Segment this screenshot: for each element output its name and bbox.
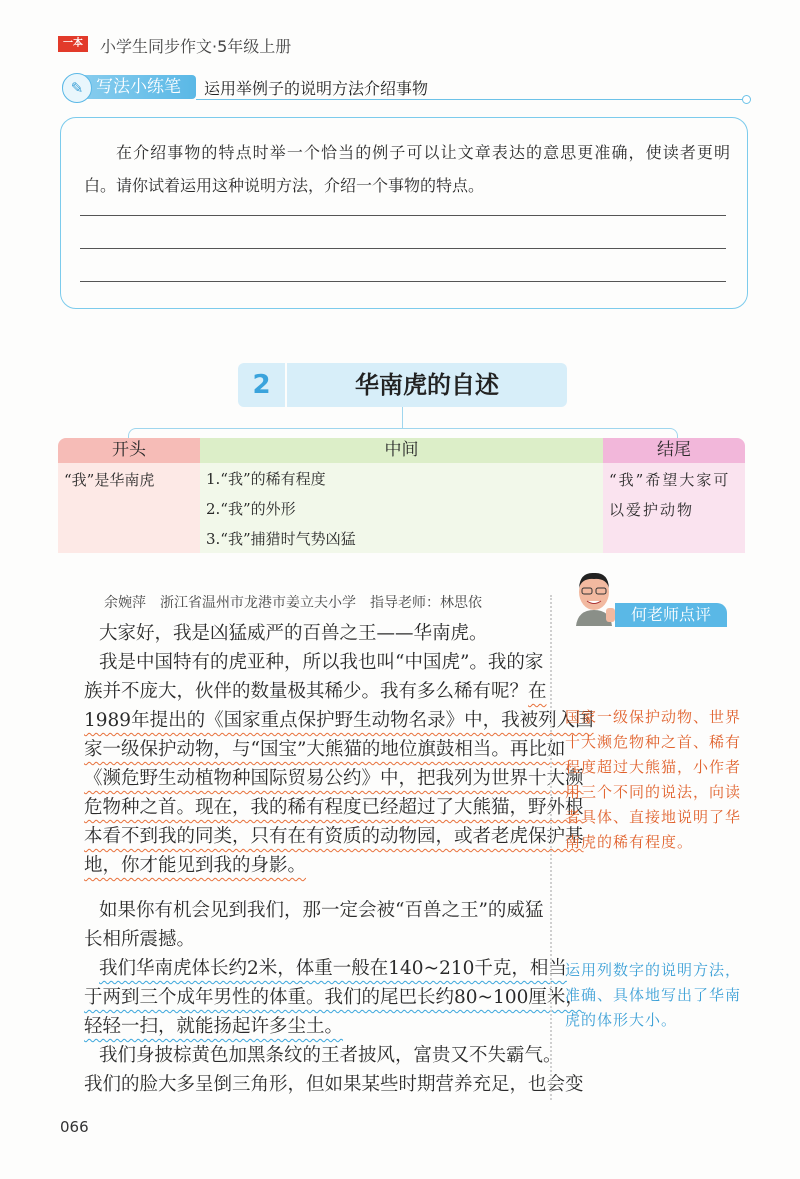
practice-subtitle: 运用举例子的说明方法介绍事物: [204, 79, 429, 98]
underlined-text: 家一级保护动物，与“国宝”大熊猫的地位旗鼓相当。再比如: [84, 739, 566, 760]
essay-text: 我们身披棕黄色加黑条纹的王者披风，富贵又不失霸气。: [99, 1045, 562, 1066]
essay-line: [99, 619, 540, 648]
prompt-line: 在介绍事物的特点时举一个恰当的例子可以让文章表达的意思更准确，使读者更明: [116, 143, 730, 162]
essay-line: [84, 851, 540, 880]
underlined-text: 1989年提出的《国家重点保护野生动物名录》中，我被列入国: [84, 710, 594, 731]
writing-line[interactable]: [80, 281, 726, 282]
teacher-comment-tag: 何老师点评: [615, 603, 727, 627]
writing-line[interactable]: [80, 248, 726, 249]
outline-head-middle: 中间: [200, 438, 603, 463]
underlined-text: 危物种之首。现在，我的稀有程度已经超过了大熊猫，野外根: [84, 797, 584, 818]
essay-number: 2: [238, 363, 285, 407]
essay-text: 我是中国特有的虎亚种，所以我也叫“中国虎”。我的家: [99, 652, 544, 673]
essay-line: [84, 706, 594, 735]
comment-rarity: 国家一级保护动物、世界十大濒危物种之首、稀有程度超过大熊猫，小作者用三个不同的说法，向读者具体、直接地说明了华南虎的稀有程度。: [565, 708, 742, 851]
connector: [402, 407, 403, 429]
essay-line: [84, 1012, 540, 1041]
outline-body-opening: [58, 463, 200, 553]
underlined-text: 本看不到我的同类，只有在有资质的动物园，或者老虎保护基: [84, 826, 584, 847]
outline-body-ending: [603, 463, 745, 553]
essay-text: 族并不庞大，伙伴的数量极其稀少。我有多么稀有呢？: [84, 681, 529, 702]
underlined-text: 地，你才能见到我的身影。: [84, 855, 307, 876]
outline-head-ending: 结尾: [603, 438, 745, 463]
outline-body-middle: [200, 463, 603, 553]
outline-item: 1.“我”的稀有程度: [206, 470, 326, 488]
essay-line: [99, 648, 544, 677]
essay-line: [99, 896, 544, 925]
author-line: 余婉萍 浙江省温州市龙港市姜立夫小学 指导老师：林思依: [104, 595, 482, 611]
underlined-text: 在: [528, 681, 547, 702]
book-title: 小学生同步作文·5年级上册: [100, 37, 292, 56]
outline-item: 2.“我”的外形: [206, 500, 296, 518]
teacher-avatar-icon: [572, 570, 616, 626]
outline-item: 3.“我”捕猎时气势凶猛: [206, 530, 356, 548]
outline-head-opening: 开头: [58, 438, 200, 463]
underlined-text: 轻轻一扫，就能扬起许多尘土。: [84, 1016, 344, 1037]
underlined-text: 我们华南虎体长约2米，体重一般在140~210千克，相当: [99, 958, 567, 979]
essay-line: [84, 735, 566, 764]
essay-text: 大家好，我是凶猛威严的百兽之王——华南虎。: [99, 623, 488, 644]
underlined-text: 于两到三个成年男性的体重。我们的尾巴长约80~100厘米，: [84, 987, 584, 1008]
essay-text: 我们的脸大多呈倒三角形，但如果某些时期营养充足，也会变: [84, 1074, 584, 1095]
column-divider: [550, 595, 552, 1100]
page-number: 066: [60, 1118, 89, 1136]
divider-end-dot: [742, 95, 751, 104]
essay-line: [84, 925, 540, 954]
essay-line: [84, 677, 547, 706]
essay-line: [99, 1041, 562, 1070]
outline-item: “我”是华南虎: [64, 471, 155, 489]
practice-tag: 写法小练笔: [62, 75, 196, 99]
essay-line: [84, 793, 584, 822]
essay-title: 华南虎的自述: [287, 363, 567, 407]
essay-line: [84, 983, 584, 1012]
comment-size: 运用列数字的说明方法，准确、具体地写出了华南虎的体形大小。: [565, 961, 742, 1029]
outline-item: “我”希望大家可以爱护动物: [609, 471, 731, 519]
essay-line: [84, 764, 584, 793]
essay-line: [99, 954, 567, 983]
divider: [196, 99, 744, 100]
pen-icon: ✎: [62, 73, 92, 103]
essay-text: 长相所震撼。: [84, 929, 196, 950]
essay-line: [84, 1070, 584, 1099]
underlined-text: 《濒危野生动植物种国际贸易公约》中，把我列为世界十大濒: [84, 768, 584, 789]
prompt-line: 白。请你试着运用这种说明方法，介绍一个事物的特点。: [84, 176, 485, 195]
writing-line[interactable]: [80, 215, 726, 216]
essay-text: 如果你有机会见到我们，那一定会被“百兽之王”的威猛: [99, 900, 544, 921]
essay-line: [84, 822, 584, 851]
publisher-logo: 一本: [58, 36, 88, 52]
